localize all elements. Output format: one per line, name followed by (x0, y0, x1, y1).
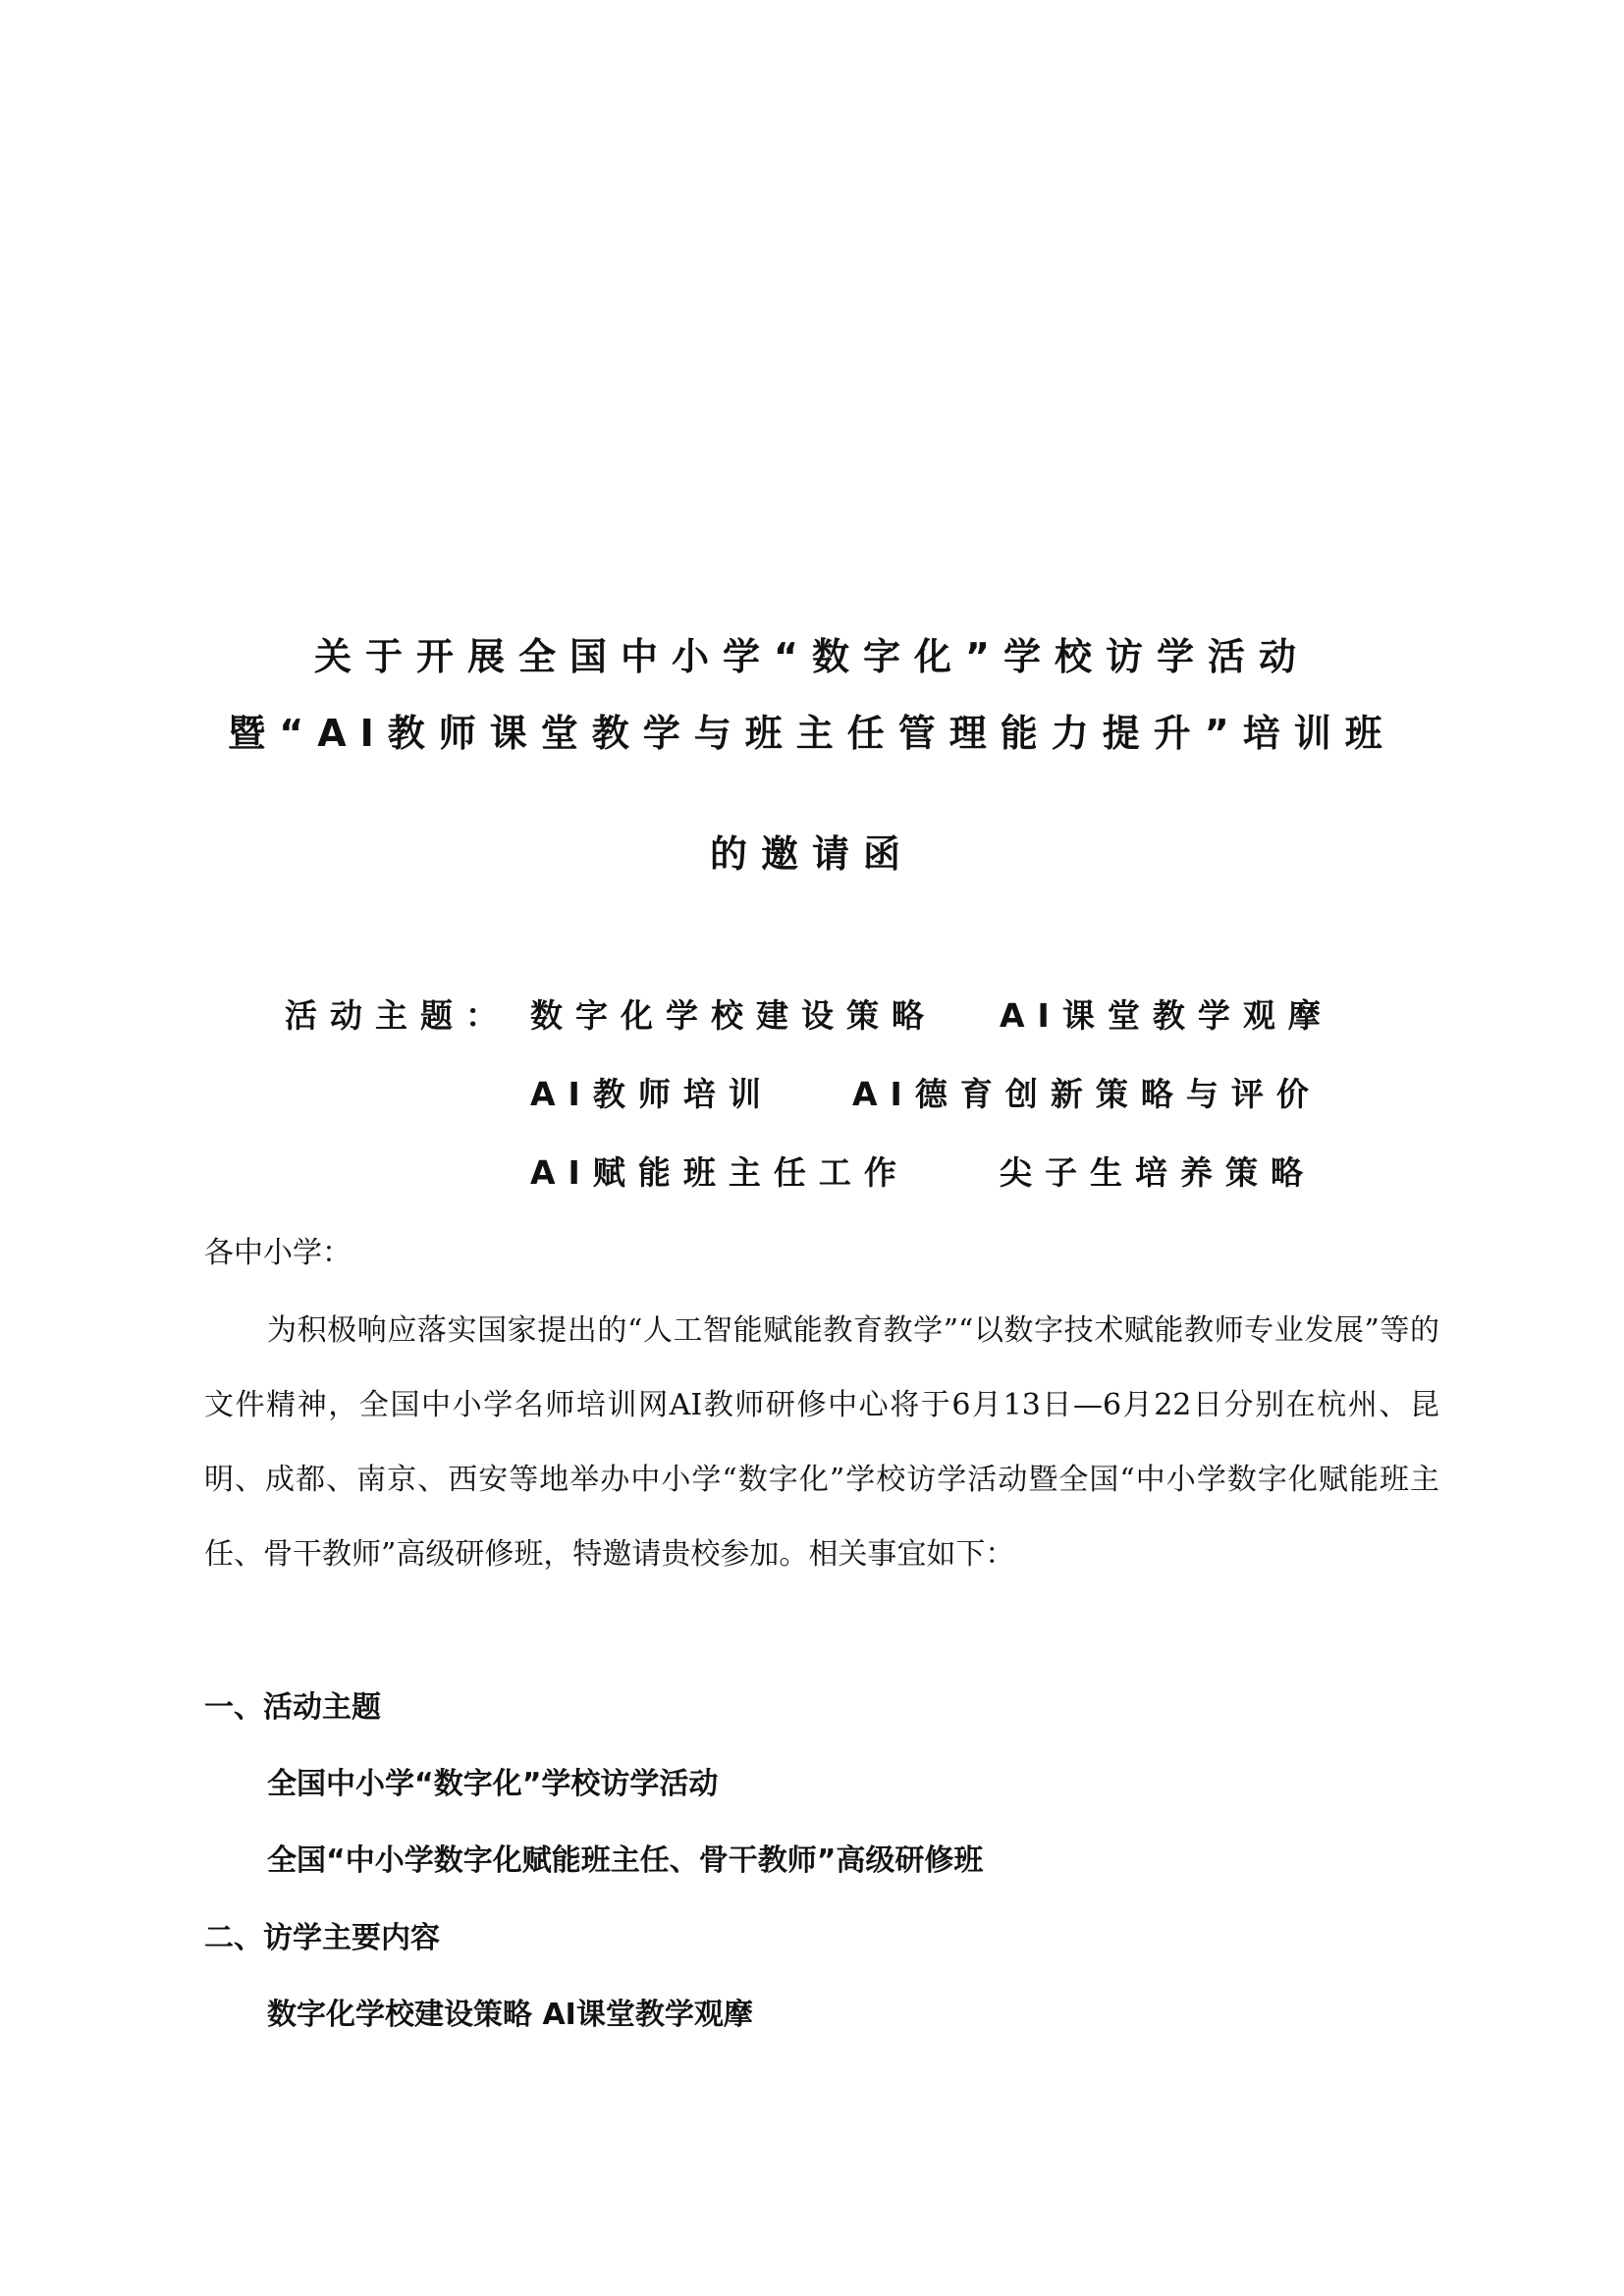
activity-theme-label: 活动主题： (285, 996, 511, 1035)
document-title-line-1: 关于开展全国中小学“数字化”学校访学活动 (314, 635, 1310, 678)
activity-theme-item: AI课堂教学观摩 (1000, 996, 1333, 1035)
section-item: 全国中小学“数字化”学校访学活动 (267, 1767, 719, 1801)
activity-theme-item: AI教师培训 (530, 1075, 774, 1113)
activity-theme-item: AI德育创新策略与评价 (852, 1075, 1322, 1113)
section-heading: 二、访学主要内容 (204, 1921, 440, 1955)
section-item: 全国“中小学数字化赋能班主任、骨干教师”高级研修班 (267, 1843, 984, 1878)
document-title-line-2: 暨“AI教师课堂教学与班主任管理能力提升”培训班 (228, 712, 1396, 755)
activity-theme-item: 数字化学校建设策略 (530, 996, 937, 1035)
activity-theme-item: 尖子生培养策略 (1000, 1153, 1316, 1192)
section-item: 数字化学校建设策略 AI课堂教学观摩 (267, 1998, 753, 2032)
intro-paragraph: 为积极响应落实国家提出的“人工智能赋能教育教学”“以数字技术赋能教师专业发展”等的文件精神，全国中小学名师培训网AI教师研修中心将于6月13日—6月22日分别在杭州、昆明、成都、南京、西安等地举办中小学“数字化”学校访学活动暨全国“中小学数字化赋能班主任、骨干教师”高级研修班，特邀请贵校参加。相关事宜如下： (204, 1313, 1439, 1572)
document-title-line-3: 的邀请函 (709, 832, 914, 876)
section-heading: 一、活动主题 (204, 1690, 381, 1725)
activity-theme-item: AI赋能班主任工作 (530, 1153, 909, 1192)
salutation: 各中小学： (204, 1236, 352, 1270)
